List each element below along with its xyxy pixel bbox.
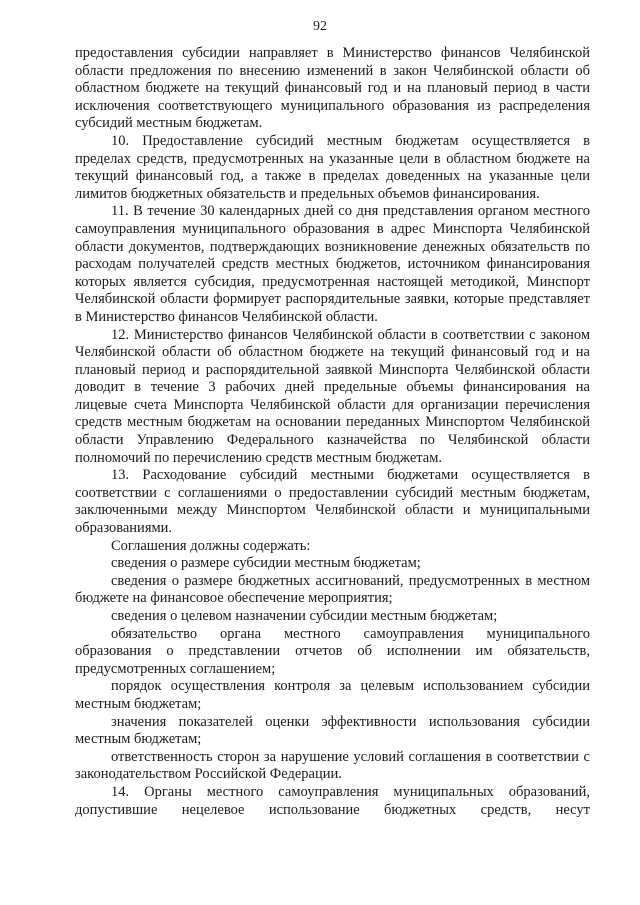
agreement-item-liability: ответственность сторон за нарушение условий соглашения в соответствии с законодательством Российской Федерации. bbox=[75, 748, 590, 783]
document-body bbox=[75, 45, 590, 819]
page-number: 92 bbox=[313, 19, 327, 34]
agreement-item-control-procedure: порядок осуществления контроля за целевым использованием субсидии местным бюджетам; bbox=[75, 678, 590, 712]
paragraph-11: 11. В течение 30 календарных дней со дня представления органом местного самоуправления муниципального образования в адрес Минспорта Челябинской области документов, подтверждающих возникновение денежных обязательств по расходам получателей средств местных бюджетов, источником финансирования которых является субсидия, предусмотренная настоящей методикой, Минспорт Челябинской области формирует распорядительные заявки, которые представляет в Министерство финансов Челябинской области. bbox=[75, 203, 590, 325]
agreement-item-target-purpose: сведения о целевом назначении субсидии местным бюджетам; bbox=[111, 608, 498, 624]
paragraph-14: 14. Органы местного самоуправления муниципальных образований, допустившие нецелевое использование бюджетных средств, несут bbox=[75, 783, 590, 818]
agreement-item-budget-allocations: сведения о размере бюджетных ассигнований, предусмотренных в местном бюджете на финансовое обеспечение мероприятия; bbox=[75, 572, 590, 607]
paragraph-12: 12. Министерство финансов Челябинской области в соответствии с законом Челябинской области об областном бюджете на текущий финансовый год и на плановый период и распорядительной заявкой Минспорта Челябинской области доводит в течение 3 рабочих дней предельные объемы финансирования на лицевые счета Минспорта Челябинской области для организации перечисления средств местным бюджетам на основании переданных Минспортом Челябинской области Управлению Федерального казначейства по Челябинской области полномочий по перечислению средств местным бюджетам. bbox=[75, 326, 590, 466]
paragraph-continuation: предоставления субсидии направляет в Министерство финансов Челябинской области предложения по внесению изменений в закон Челябинской области об областном бюджете на текущий финансовый год и на плановый период в части исключения соответствующего муниципального образования из распределения субсидий местным бюджетам. bbox=[75, 45, 590, 132]
paragraph-13: 13. Расходование субсидий местными бюджетами осуществляется в соответствии с соглашениями о предоставлении субсидий местным бюджетам, заключенными между Минспортом Челябинской области и муниципальными образованиями. bbox=[75, 467, 590, 537]
paragraph-10: 10. Предоставление субсидий местным бюджетам осуществляется в пределах средств, предусмотренных на указанные цели в областном бюджете на текущий финансовый год, а также в пределах доведенных на указанные цели лимитов бюджетных обязательств и предельных объемов финансирования. bbox=[75, 132, 590, 202]
agreement-item-efficiency-indicators: значения показателей оценки эффективности использования субсидии местным бюджетам; bbox=[75, 713, 590, 748]
agreement-item-subsidy-size: сведения о размере субсидии местным бюджетам; bbox=[111, 555, 421, 572]
agreement-contents-intro: Соглашения должны содержать: bbox=[111, 537, 311, 554]
agreement-item-reporting-obligation: обязательство органа местного самоуправления муниципального образования о представлении отчетов об исполнении им обязательств, предусмотренных соглашением; bbox=[75, 625, 590, 677]
